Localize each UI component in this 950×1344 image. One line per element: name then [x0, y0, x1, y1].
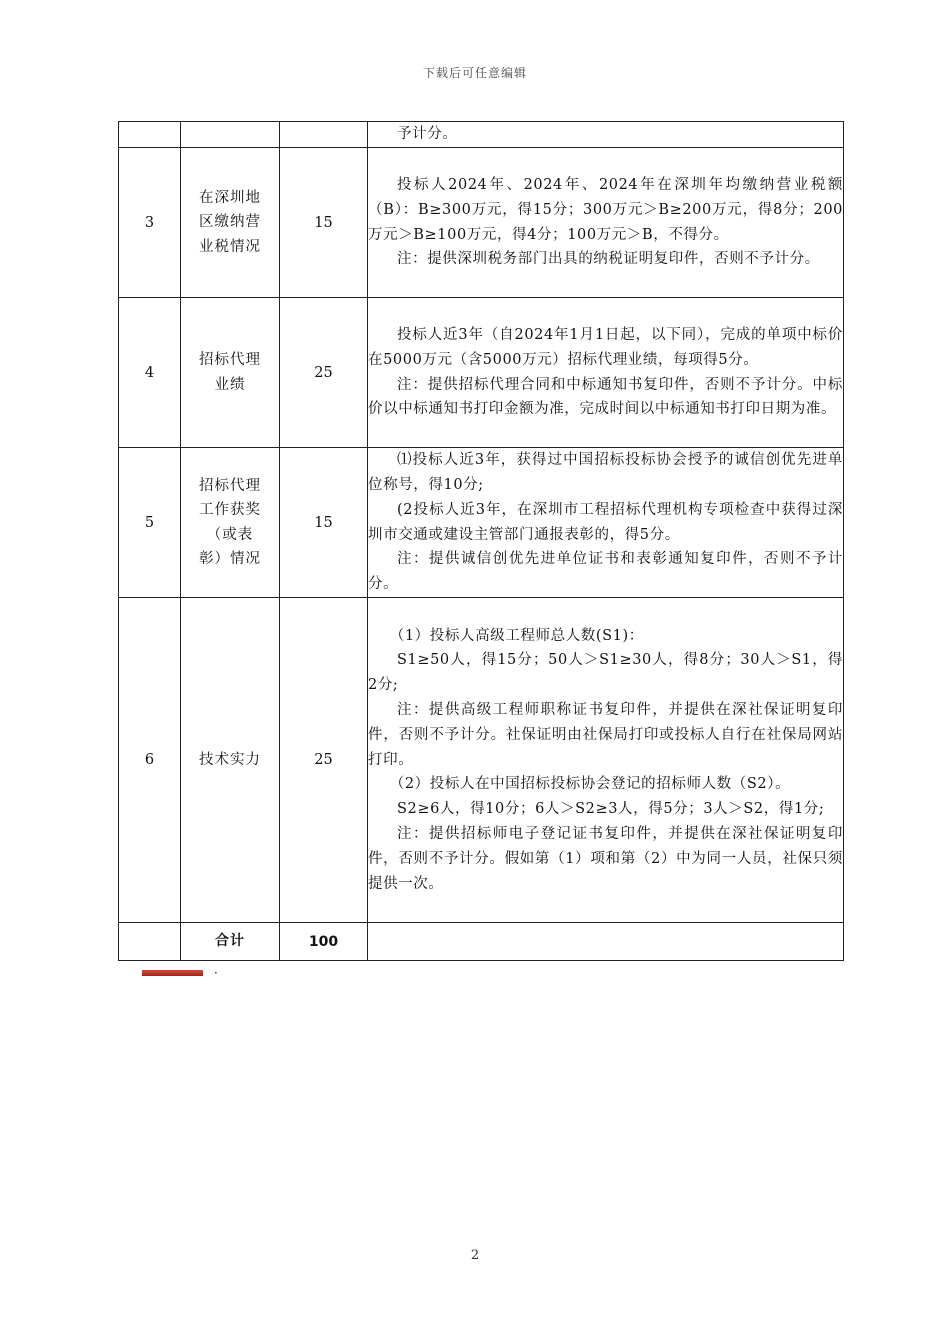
criteria-text: S1≥50人，得15分；50人＞S1≥30人，得8分；30人＞S1，得2分;: [368, 652, 843, 694]
criteria-note: 注：提供诚信创优先进单位证书和表彰通知复印件，否则不予计分。: [368, 551, 843, 593]
footnote-dot: ·: [214, 966, 218, 980]
criteria-text: ⑴投标人近3年，获得过中国招标投标协会授予的诚信创优先进单位称号，得10分;: [368, 452, 843, 493]
item-name-line: 彰）情况: [199, 551, 261, 567]
row-number-cell: [119, 923, 181, 961]
score-cell: 15: [280, 448, 368, 598]
criteria-text: 予计分。: [397, 126, 458, 143]
row-number-cell: 6: [119, 598, 181, 923]
item-name-line: 工作获奖: [199, 502, 261, 518]
score-cell: 15: [280, 148, 368, 298]
criteria-cell: [368, 598, 844, 923]
criteria-cell: [368, 122, 844, 148]
page-header: 下载后可任意编辑: [422, 66, 527, 80]
table-row: [119, 298, 844, 448]
item-name-cell: [181, 298, 280, 448]
item-name-line: 业税情况: [199, 238, 261, 255]
criteria-text: (2投标人近3年，在深圳市工程招标代理机构专项检查中获得过深圳市交通或建设主管部门通报表彰的，得5分。: [368, 501, 843, 543]
table-row: [119, 448, 844, 598]
item-name-line: 业绩: [214, 376, 246, 393]
item-name-cell: [181, 122, 280, 148]
row-number-cell: 3: [119, 148, 181, 298]
item-name-cell: [181, 448, 280, 598]
total-label: 合计: [181, 923, 280, 961]
item-name-line: （或表: [206, 526, 254, 543]
score-cell: [280, 122, 368, 148]
page-number: 2: [470, 1248, 480, 1263]
red-underline-mark: [142, 970, 203, 976]
item-name-cell: [181, 148, 280, 298]
criteria-note: 注：提供招标师电子登记证书复印件，并提供在深社保证明复印件，否则不予计分。假如第（1）项和第（2）中为同一人员，社保只须提供一次。: [368, 825, 843, 892]
criteria-cell: [368, 448, 844, 598]
table-row: [119, 122, 844, 148]
criteria-cell: [368, 298, 844, 448]
item-name-line: 招标代理: [199, 352, 261, 368]
scoring-table: [118, 121, 844, 961]
item-name-cell: [181, 598, 280, 923]
criteria-text: S2≥6人，得10分；6人＞S2≥3人，得5分；3人＞S2，得1分;: [397, 801, 825, 818]
table-row: [119, 598, 844, 923]
criteria-cell: [368, 923, 844, 961]
criteria-note: 注：提供高级工程师职称证书复印件，并提供在深社保证明复印件，否则不予计分。社保证明由社保局打印或投标人自行在社保局网站打印。: [368, 702, 843, 768]
score-cell: 25: [280, 598, 368, 923]
score-cell: 25: [280, 298, 368, 448]
row-number-cell: 4: [119, 298, 181, 448]
item-name-line: 技术实力: [199, 751, 261, 768]
row-number-cell: [119, 122, 181, 148]
item-name-line: 在深圳地: [199, 189, 261, 206]
criteria-cell: [368, 148, 844, 298]
criteria-text: 投标人2024年、2024年、2024年在深圳年均缴纳营业税额（B）：B≥300万元，得15分；300万元＞B≥200万元，得8分；200万元＞B≥100万元，得4分；100万元＞B，不得分。: [368, 176, 843, 243]
row-number-cell: 5: [119, 448, 181, 598]
item-name-line: 区缴纳营: [199, 214, 261, 231]
item-name-line: 招标代理: [199, 477, 261, 494]
total-score: 100: [280, 923, 368, 961]
total-row: [119, 923, 844, 961]
criteria-text: （2）投标人在中国招标投标协会登记的招标师人数（S2）。: [389, 776, 791, 793]
criteria-note: 注：提供深圳税务部门出具的纳税证明复印件，否则不予计分。: [397, 251, 820, 268]
table-row: [119, 148, 844, 298]
criteria-text: 投标人近3年（自2024年1月1日起，以下同），完成的单项中标价在5000万元（含5000万元）招标代理业绩，每项得5分。: [368, 326, 843, 368]
criteria-text: （1）投标人高级工程师总人数(S1)：: [389, 627, 644, 644]
criteria-note: 注：提供招标代理合同和中标通知书复印件，否则不予计分。中标价以中标通知书打印金额为准，完成时间以中标通知书打印日期为准。: [368, 376, 843, 418]
